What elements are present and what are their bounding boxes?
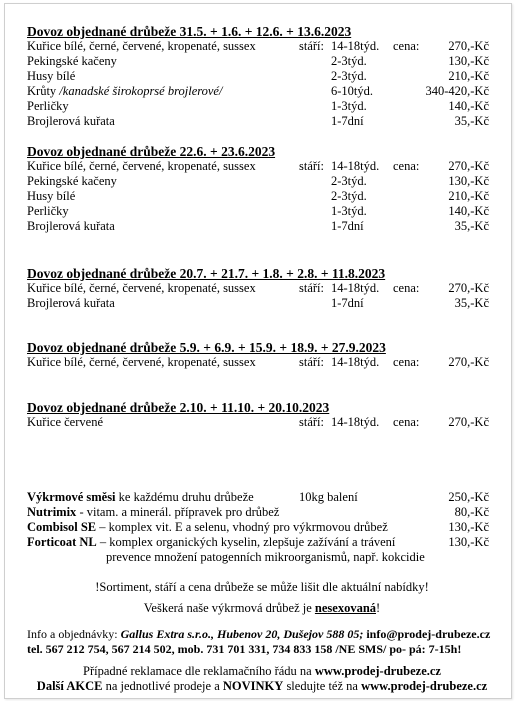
table-row bbox=[27, 281, 497, 296]
table-row bbox=[27, 99, 497, 114]
item-age: 6-10týd. bbox=[331, 84, 374, 98]
age-label: stáří: bbox=[299, 159, 324, 173]
age-label: stáří: bbox=[299, 281, 324, 295]
item-price: 270,-Kč bbox=[448, 159, 489, 173]
product-text: – komplex vit. E a selenu, vhodný pro výkrmovou drůbež bbox=[96, 520, 388, 534]
section-title: Dovoz objednané drůbeže 5.9. + 6.9. + 15.9. + 18.9. + 27.9.2023 bbox=[27, 340, 386, 355]
item-price: 270,-Kč bbox=[448, 415, 489, 429]
table-row bbox=[27, 296, 497, 311]
product-unit: 10kg balení bbox=[299, 490, 358, 504]
document-page bbox=[4, 3, 512, 699]
product-desc bbox=[27, 535, 395, 550]
item-price: 210,-Kč bbox=[448, 189, 489, 203]
table-row bbox=[27, 69, 497, 84]
age-label: stáří: bbox=[299, 39, 324, 53]
item-name: Kuřice bílé, černé, červené, kropenaté, sussex bbox=[27, 281, 256, 295]
table-row bbox=[27, 219, 497, 234]
item-age: 14-18týd. bbox=[331, 355, 380, 369]
akce-link[interactable]: www.prodej-drubeze.cz bbox=[361, 679, 488, 693]
contact-line bbox=[27, 627, 497, 642]
akce-text: na jednotlivé prodeje a bbox=[102, 679, 223, 693]
item-price: 35,-Kč bbox=[454, 114, 489, 128]
product-row bbox=[27, 520, 497, 535]
table-row bbox=[27, 174, 497, 189]
item-price: 340-420,-Kč bbox=[425, 84, 489, 98]
product-desc bbox=[27, 520, 388, 535]
product-price: 250,-Kč bbox=[448, 490, 489, 504]
table-row bbox=[27, 84, 497, 99]
item-age: 1-7dní bbox=[331, 219, 364, 233]
item-name: Perličky bbox=[27, 204, 69, 218]
claims-text: Případné reklamace dle reklamačního řádu na bbox=[83, 664, 315, 678]
product-price: 80,-Kč bbox=[454, 505, 489, 519]
item-price: 35,-Kč bbox=[454, 219, 489, 233]
product-price: 130,-Kč bbox=[448, 535, 489, 549]
item-age: 14-18týd. bbox=[331, 39, 380, 53]
contact-company: Gallus Extra s.r.o., Hubenov 20, Dušejov 588 05; bbox=[120, 627, 364, 641]
item-name-note: /kanadské širokoprsé brojlerové/ bbox=[59, 84, 223, 98]
section-title: Dovoz objednané drůbeže 31.5. + 1.6. + 12.6. + 13.6.2023 bbox=[27, 24, 352, 39]
item-name-text: Krůty bbox=[27, 84, 57, 98]
table-row bbox=[27, 204, 497, 219]
product-name: Forticoat NL bbox=[27, 535, 97, 549]
item-age: 2-3týd. bbox=[331, 189, 367, 203]
delivery-section-4 bbox=[27, 340, 497, 370]
novinky-label: NOVINKY bbox=[222, 679, 284, 693]
table-row bbox=[27, 189, 497, 204]
product-text: ke každému druhu drůbeže bbox=[115, 490, 254, 504]
item-age: 14-18týd. bbox=[331, 415, 380, 429]
table-row bbox=[27, 114, 497, 129]
price-label: cena: bbox=[393, 355, 420, 369]
item-name: Brojlerová kuřata bbox=[27, 296, 115, 310]
price-label: cena: bbox=[393, 159, 420, 173]
product-row bbox=[27, 535, 497, 550]
item-name: Kuřice bílé, černé, červené, kropenaté, sussex bbox=[27, 39, 256, 53]
product-text: - vitam. a minerál. přípravek pro drůbež bbox=[76, 505, 280, 519]
product-continuation: prevence množení patogenních mikroorganismů, např. kokcidie bbox=[106, 550, 425, 564]
item-name: Pekingské kačeny bbox=[27, 54, 117, 68]
item-price: 130,-Kč bbox=[448, 174, 489, 188]
item-name: Husy bílé bbox=[27, 189, 76, 203]
vaccination-text: Veškerá naše výkrmová drůbež je bbox=[143, 601, 315, 615]
section-title: Dovoz objednané drůbeže 2.10. + 11.10. + 20.10.2023 bbox=[27, 400, 330, 415]
product-row-continuation bbox=[27, 550, 497, 565]
item-price: 140,-Kč bbox=[448, 99, 489, 113]
item-name: Brojlerová kuřata bbox=[27, 219, 115, 233]
item-age: 2-3týd. bbox=[331, 54, 367, 68]
price-label: cena: bbox=[393, 281, 420, 295]
table-row bbox=[27, 355, 497, 370]
item-price: 270,-Kč bbox=[448, 39, 489, 53]
assortment-note: !Sortiment, stáří a cena drůbeže se může lišit dle aktuální nabídky! bbox=[95, 580, 429, 594]
table-row bbox=[27, 415, 497, 430]
product-text: – komplex organických kyselin, zlepšuje zažívání a trávení bbox=[96, 535, 396, 549]
age-label: stáří: bbox=[299, 355, 324, 369]
item-price: 35,-Kč bbox=[454, 296, 489, 310]
vaccination-note bbox=[27, 601, 497, 616]
price-label: cena: bbox=[393, 39, 420, 53]
item-name: Brojlerová kuřata bbox=[27, 114, 115, 128]
claims-note bbox=[27, 664, 497, 679]
item-name: Pekingské kačeny bbox=[27, 174, 117, 188]
delivery-section-1 bbox=[27, 24, 497, 129]
product-desc bbox=[27, 490, 254, 505]
contact-email[interactable]: info@prodej-drubeze.cz bbox=[363, 627, 491, 641]
item-price: 270,-Kč bbox=[448, 355, 489, 369]
item-name: Kuřice bílé, černé, červené, kropenaté, sussex bbox=[27, 355, 256, 369]
item-age: 2-3týd. bbox=[331, 174, 367, 188]
product-row bbox=[27, 490, 497, 505]
product-desc bbox=[27, 505, 279, 520]
contact-label: Info a objednávky: bbox=[27, 627, 121, 641]
item-price: 130,-Kč bbox=[448, 54, 489, 68]
section-title: Dovoz objednané drůbeže 22.6. + 23.6.2023 bbox=[27, 144, 276, 159]
item-age: 14-18týd. bbox=[331, 159, 380, 173]
product-name: Nutrimix bbox=[27, 505, 77, 519]
item-age: 2-3týd. bbox=[331, 69, 367, 83]
item-name bbox=[27, 84, 222, 99]
vaccination-emphasis: nesexovaná bbox=[314, 601, 377, 615]
contact-phones: tel. 567 212 754, 567 214 502, mob. 731 701 331, 734 833 158 /NE SMS/ po- pá: 7-15h! bbox=[27, 642, 462, 656]
item-age: 1-3týd. bbox=[331, 204, 367, 218]
item-name: Kuřice bílé, černé, červené, kropenaté, sussex bbox=[27, 159, 256, 173]
item-price: 270,-Kč bbox=[448, 281, 489, 295]
age-label: stáří: bbox=[299, 415, 324, 429]
item-age: 1-7dní bbox=[331, 114, 364, 128]
product-name: Výkrmové směsi bbox=[27, 490, 116, 504]
table-row bbox=[27, 159, 497, 174]
item-name: Husy bílé bbox=[27, 69, 76, 83]
item-price: 210,-Kč bbox=[448, 69, 489, 83]
table-row bbox=[27, 39, 497, 54]
item-name: Perličky bbox=[27, 99, 69, 113]
item-name: Kuřice červené bbox=[27, 415, 103, 429]
delivery-section-2 bbox=[27, 144, 497, 234]
section-title: Dovoz objednané drůbeže 20.7. + 21.7. + 1.8. + 2.8. + 11.8.2023 bbox=[27, 266, 386, 281]
table-row bbox=[27, 54, 497, 69]
akce-label: Další AKCE bbox=[36, 679, 103, 693]
product-row bbox=[27, 505, 497, 520]
products-list bbox=[27, 490, 497, 565]
delivery-section-5 bbox=[27, 400, 497, 430]
delivery-section-3 bbox=[27, 266, 497, 311]
akce-note bbox=[27, 679, 497, 694]
vaccination-end: ! bbox=[376, 601, 381, 615]
item-age: 1-7dní bbox=[331, 296, 364, 310]
claims-link[interactable]: www.prodej-drubeze.cz bbox=[314, 664, 441, 678]
price-label: cena: bbox=[393, 415, 420, 429]
item-age: 1-3týd. bbox=[331, 99, 367, 113]
item-age: 14-18týd. bbox=[331, 281, 380, 295]
akce-text-2: sledujte též na bbox=[283, 679, 362, 693]
item-price: 140,-Kč bbox=[448, 204, 489, 218]
product-price: 130,-Kč bbox=[448, 520, 489, 534]
product-name: Combisol SE bbox=[27, 520, 97, 534]
